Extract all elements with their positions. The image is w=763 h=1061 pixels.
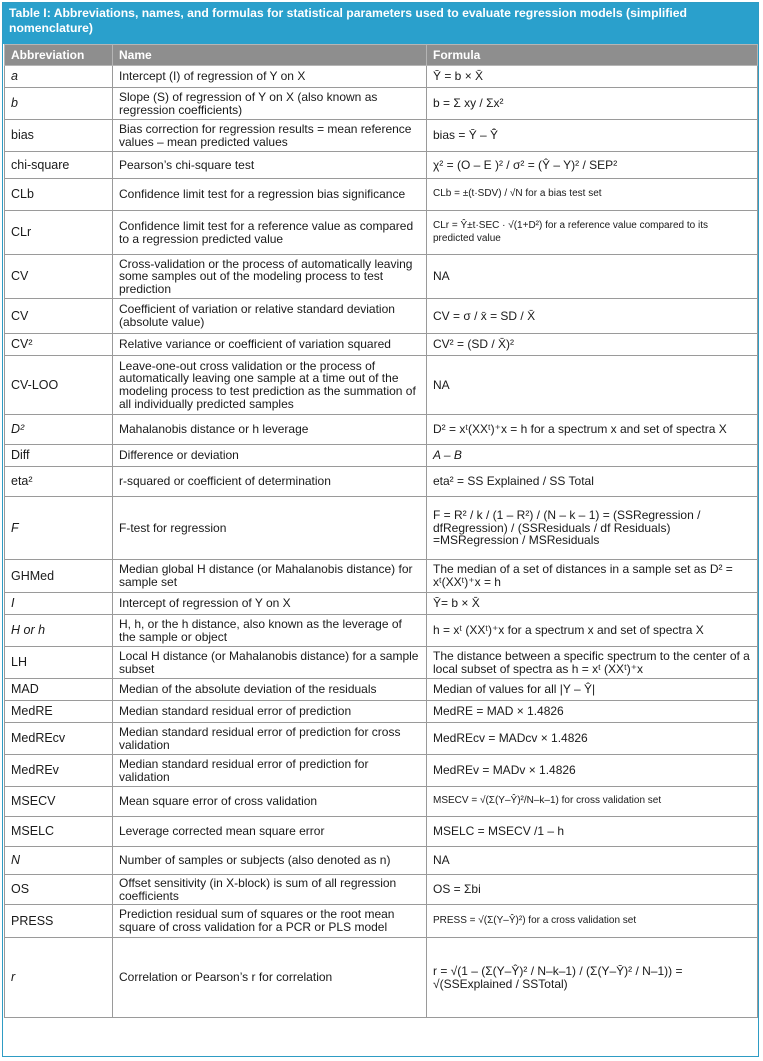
abbr-cell: bias [5, 120, 113, 152]
formula-cell: MedRE = MAD × 1.4826 [427, 701, 758, 723]
statistics-table [4, 44, 758, 1018]
name-cell: Slope (S) of regression of Y on X (also known as regression coefficients) [113, 88, 427, 120]
abbr-cell: LH [5, 647, 113, 679]
table-row [5, 905, 758, 938]
abbr-cell: F [5, 497, 113, 560]
table-row [5, 88, 758, 120]
formula-cell: CLr = Ŷ±t·SEC · √(1+D²) for a reference value compared to its predicted value [427, 211, 758, 255]
table-row [5, 152, 758, 179]
table-row [5, 938, 758, 1018]
abbr-cell: MedREcv [5, 723, 113, 755]
name-cell: Pearson’s chi-square test [113, 152, 427, 179]
abbr-cell: CV [5, 255, 113, 299]
name-cell: Correlation or Pearson’s r for correlation [113, 938, 427, 1018]
formula-cell: Median of values for all |Y – Ŷ| [427, 679, 758, 701]
name-cell: Bias correction for regression results = mean reference values – mean predicted values [113, 120, 427, 152]
table-row [5, 593, 758, 615]
name-cell: Intercept of regression of Y on X [113, 593, 427, 615]
name-cell: Number of samples or subjects (also denoted as n) [113, 847, 427, 875]
name-cell: Confidence limit test for a regression bias significance [113, 179, 427, 211]
formula-cell: χ² = (O – E )² / σ² = (Ŷ – Y)² / SEP² [427, 152, 758, 179]
formula-cell: CV² = (SD / X̄)² [427, 334, 758, 356]
name-cell: Median global H distance (or Mahalanobis distance) for sample set [113, 560, 427, 593]
table-row [5, 701, 758, 723]
formula-cell: OS = Σbi [427, 875, 758, 905]
formula-cell: MedREcv = MADcv × 1.4826 [427, 723, 758, 755]
formula-cell: NA [427, 847, 758, 875]
abbr-cell: GHMed [5, 560, 113, 593]
formula-cell: r = √(1 – (Σ(Y–Ŷ)² / N–k–1) / (Σ(Y–Ȳ)² / N–1)) = √(SSExplained / SSTotal) [427, 938, 758, 1018]
formula-cell: Ȳ= b × X̄ [427, 593, 758, 615]
header-row [5, 45, 758, 66]
table-row [5, 787, 758, 817]
abbr-cell: CV-LOO [5, 356, 113, 415]
table-row [5, 211, 758, 255]
name-cell: Offset sensitivity (in X-block) is sum of all regression coefficients [113, 875, 427, 905]
table-row [5, 615, 758, 647]
table-row [5, 497, 758, 560]
abbr-cell: CLr [5, 211, 113, 255]
abbr-cell: a [5, 66, 113, 88]
formula-cell: CLb = ±(t·SDV) / √N for a bias test set [427, 179, 758, 211]
abbr-cell: MedREv [5, 755, 113, 787]
name-cell: r-squared or coefficient of determination [113, 467, 427, 497]
name-cell: Confidence limit test for a reference value as compared to a regression predicted value [113, 211, 427, 255]
table-frame [2, 2, 759, 1057]
header-formula: Formula [427, 45, 758, 66]
name-cell: Median standard residual error of prediction for validation [113, 755, 427, 787]
header-abbreviation: Abbreviation [5, 45, 113, 66]
abbr-cell: Diff [5, 445, 113, 467]
name-cell: Local H distance (or Mahalanobis distance) for a sample subset [113, 647, 427, 679]
abbr-cell: H or h [5, 615, 113, 647]
table-row [5, 647, 758, 679]
formula-cell: b = Σ xy / Σx² [427, 88, 758, 120]
name-cell: F-test for regression [113, 497, 427, 560]
table-row [5, 179, 758, 211]
abbr-cell: N [5, 847, 113, 875]
formula-cell: F = R² / k / (1 – R²) / (N – k – 1) = (SSRegression / dfRegression) / (SSResiduals / df Residuals) =MSRegression / MSResiduals [427, 497, 758, 560]
table-row [5, 445, 758, 467]
table-row [5, 875, 758, 905]
formula-cell: A – B [427, 445, 758, 467]
formula-cell: PRESS = √(Σ(Y–Ŷ)²) for a cross validation set [427, 905, 758, 938]
abbr-cell: I [5, 593, 113, 615]
table-row [5, 560, 758, 593]
name-cell: Relative variance or coefficient of variation squared [113, 334, 427, 356]
formula-cell: Ȳ = b × X̄ [427, 66, 758, 88]
table-row [5, 467, 758, 497]
formula-cell: CV = σ / x̄ = SD / X̄ [427, 299, 758, 334]
formula-cell: NA [427, 255, 758, 299]
table-row [5, 817, 758, 847]
formula-cell: MSECV = √(Σ(Y–Ŷ)²/N–k–1) for cross validation set [427, 787, 758, 817]
table-row [5, 415, 758, 445]
formula-cell: NA [427, 356, 758, 415]
abbr-cell: eta² [5, 467, 113, 497]
table-row [5, 723, 758, 755]
abbr-cell: CV² [5, 334, 113, 356]
abbr-cell: PRESS [5, 905, 113, 938]
table-row [5, 120, 758, 152]
table-row [5, 255, 758, 299]
abbr-cell: MedRE [5, 701, 113, 723]
abbr-cell: MSELC [5, 817, 113, 847]
table-row [5, 299, 758, 334]
table-row [5, 755, 758, 787]
abbr-cell: CLb [5, 179, 113, 211]
name-cell: Median standard residual error of prediction for cross validation [113, 723, 427, 755]
name-cell: Cross-validation or the process of automatically leaving some samples out of the modeling process to test prediction [113, 255, 427, 299]
abbr-cell: chi-square [5, 152, 113, 179]
abbr-cell: r [5, 938, 113, 1018]
table-row [5, 356, 758, 415]
formula-cell: The median of a set of distances in a sample set as D² = xᵗ(XXᵗ)⁺x = h [427, 560, 758, 593]
abbr-cell: b [5, 88, 113, 120]
name-cell: Coefficient of variation or relative standard deviation (absolute value) [113, 299, 427, 334]
table-title: Table I: Abbreviations, names, and formulas for statistical parameters used to evaluate regression models (simplified nomenclature) [3, 3, 758, 44]
name-cell: Difference or deviation [113, 445, 427, 467]
name-cell: Mean square error of cross validation [113, 787, 427, 817]
name-cell: Median standard residual error of prediction [113, 701, 427, 723]
name-cell: Median of the absolute deviation of the residuals [113, 679, 427, 701]
table-row [5, 334, 758, 356]
table-row [5, 679, 758, 701]
name-cell: Intercept (I) of regression of Y on X [113, 66, 427, 88]
name-cell: H, h, or the h distance, also known as the leverage of the sample or object [113, 615, 427, 647]
header-name: Name [113, 45, 427, 66]
formula-cell: h = xᵗ (XXᵗ)⁺x for a spectrum x and set of spectra X [427, 615, 758, 647]
table-row [5, 847, 758, 875]
name-cell: Mahalanobis distance or h leverage [113, 415, 427, 445]
formula-cell: D² = xᵗ(XXᵗ)⁺x = h for a spectrum x and set of spectra X [427, 415, 758, 445]
abbr-cell: OS [5, 875, 113, 905]
abbr-cell: CV [5, 299, 113, 334]
abbr-cell: MAD [5, 679, 113, 701]
formula-cell: MedREv = MADv × 1.4826 [427, 755, 758, 787]
name-cell: Leave-one-out cross validation or the process of automatically leaving one sample at a time out of the modeling process to test prediction as the summation of all individually predicted samples [113, 356, 427, 415]
name-cell: Prediction residual sum of squares or the root mean square of cross validation for a PCR or PLS model [113, 905, 427, 938]
formula-cell: The distance between a specific spectrum to the center of a local subset of spectra as h = xᵗ (XXᵗ)⁺x [427, 647, 758, 679]
abbr-cell: MSECV [5, 787, 113, 817]
table-row [5, 66, 758, 88]
abbr-cell: D² [5, 415, 113, 445]
formula-cell: eta² = SS Explained / SS Total [427, 467, 758, 497]
formula-cell: bias = Ȳ – Ŷ̄ [427, 120, 758, 152]
name-cell: Leverage corrected mean square error [113, 817, 427, 847]
formula-cell: MSELC = MSECV /1 – h [427, 817, 758, 847]
